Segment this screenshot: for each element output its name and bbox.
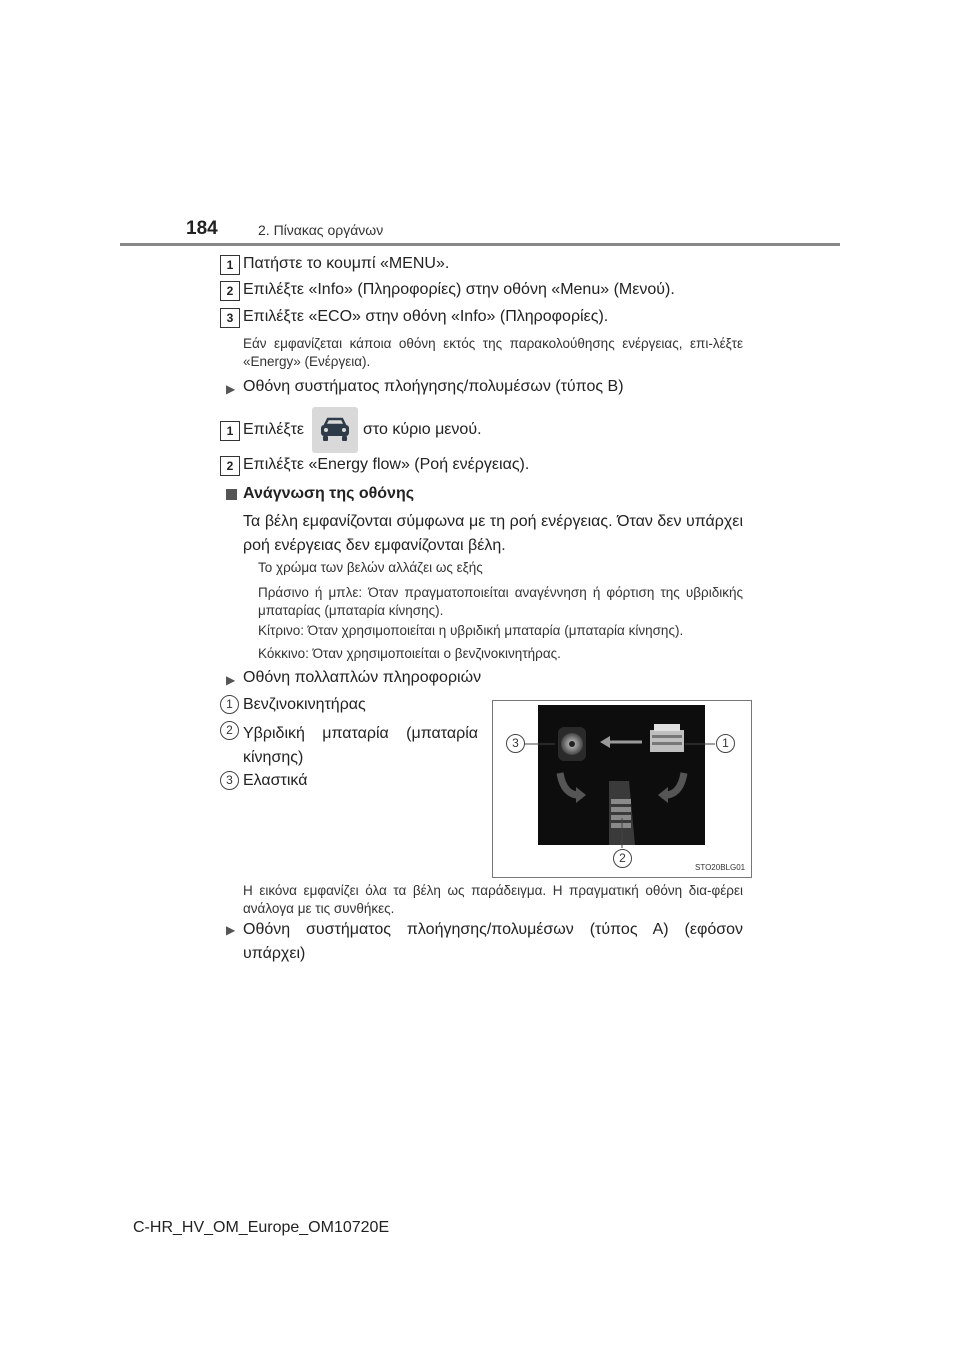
step-text: Επιλέξτε «Info» (Πληροφορίες) στην οθόνη «Menu» (Μενού). [243, 281, 675, 298]
legend-text: Ελαστικά [243, 772, 308, 789]
step-badge-2: 2 [220, 456, 240, 476]
legend-number-1: 1 [220, 695, 239, 714]
color-red: Κόκκινο: Όταν χρησιμοποιείται ο βενζινοκινητήρας. [258, 646, 561, 661]
callout-3: 3 [506, 734, 525, 753]
legend-text: Υβριδική μπαταρία (μπαταρία κίνησης) [243, 725, 478, 766]
step-text: Επιλέξτε «Energy flow» (Ροή ενέργειας). [243, 456, 530, 473]
step-text: Επιλέξτε «ECO» στην οθόνη «Info» (Πληροφορίες). [243, 308, 609, 325]
section-heading: Ανάγνωση της οθόνης [243, 485, 415, 502]
colors-intro: Το χρώμα των βελών αλλάζει ως εξής [258, 560, 483, 575]
color-yellow: Κίτρινο: Όταν χρησιμοποιείται η υβριδική μπαταρία (μπαταρία κίνησης). [258, 623, 684, 638]
step-badge-2: 2 [220, 281, 240, 301]
step-text-after: στο κύριο μενού. [363, 421, 482, 438]
callout-2: 2 [613, 849, 632, 868]
subheading: Οθόνη πολλαπλών πληροφοριών [243, 669, 482, 686]
color-green-blue: Πράσινο ή μπλε: Όταν πραγματοποιείται αναγέννηση ή φόρτιση της υβριδικής μπαταρίας (μπαταρία κίνησης). [258, 585, 743, 618]
header-rule [120, 243, 840, 246]
step-text: Πατήστε το κουμπί «MENU». [243, 255, 450, 272]
figure-code: STO20BLG01 [695, 863, 746, 872]
figure-note: Η εικόνα εμφανίζει όλα τα βέλη ως παράδειγμα. Η πραγματική οθόνη δια-φέρει ανάλογα με τις συνθήκες. [243, 883, 743, 916]
step-text-before: Επιλέξτε [243, 421, 305, 438]
callout-1: 1 [716, 734, 735, 753]
legend-number-3: 3 [220, 771, 239, 790]
page-number: 184 [186, 218, 218, 239]
car-icon [312, 407, 358, 453]
section-title: 2. Πίνακας οργάνων [258, 222, 384, 238]
step-badge-1: 1 [220, 421, 240, 441]
note-text: Εάν εμφανίζεται κάποια οθόνη εκτός της παρακολούθησης ενέργειας, επι-λέξτε «Energy» (Ενέργεια). [243, 336, 743, 369]
step-badge-1: 1 [220, 255, 240, 275]
subheading: Οθόνη συστήματος πλοήγησης/πολυμέσων (τύπος Α) (εφόσον υπάρχει) [243, 921, 743, 962]
document-footer: C-HR_HV_OM_Europe_OM10720E [133, 1219, 390, 1236]
subheading: Οθόνη συστήματος πλοήγησης/πολυμέσων (τύπος Β) [243, 378, 624, 395]
step-badge-3: 3 [220, 308, 240, 328]
square-bullet-icon [226, 489, 237, 500]
triangle-right-icon: ▶ [226, 382, 236, 396]
body-paragraph: Τα βέλη εμφανίζονται σύμφωνα με τη ροή ενέργειας. Όταν δεν υπάρχει ροή ενέργειας δεν εμφανίζονται βέλη. [243, 513, 743, 554]
triangle-right-icon: ▶ [226, 923, 236, 937]
legend-number-2: 2 [220, 721, 239, 740]
legend-text: Βενζινοκινητήρας [243, 696, 366, 713]
triangle-right-icon: ▶ [226, 673, 236, 687]
